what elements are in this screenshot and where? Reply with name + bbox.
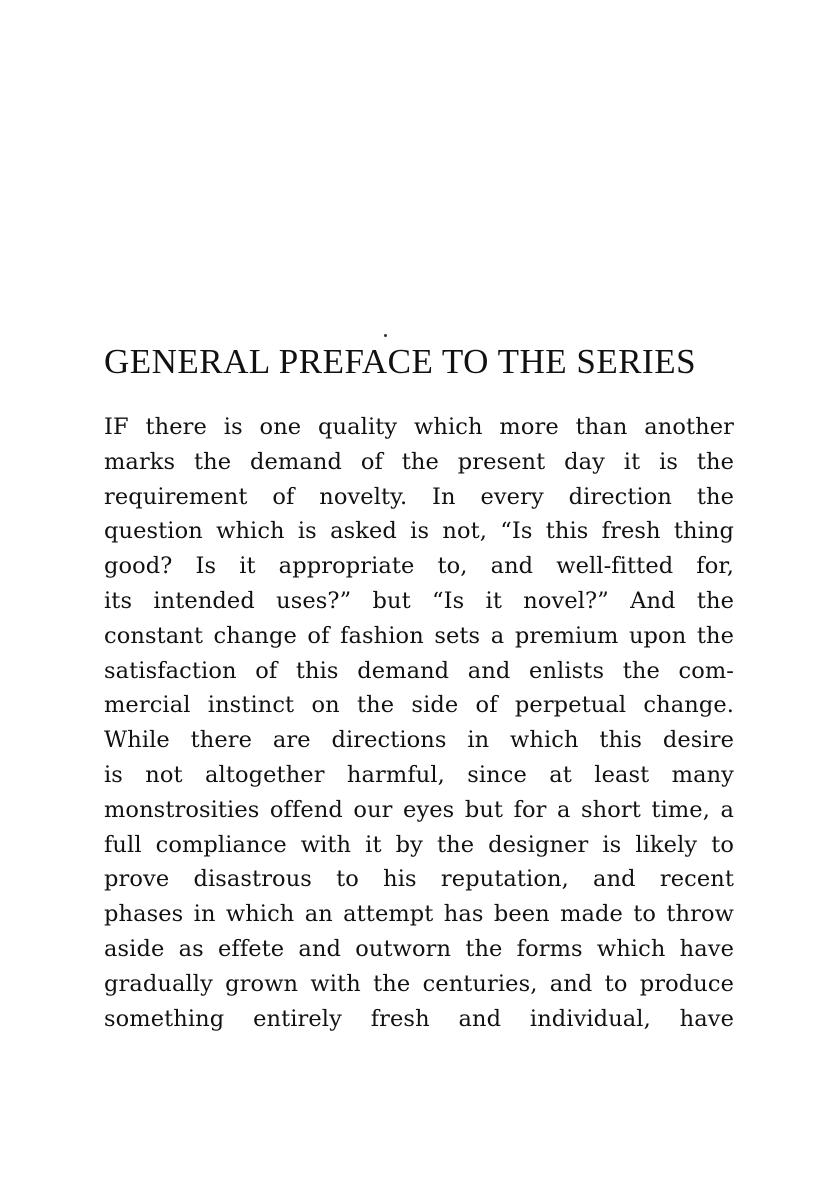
text-line: is not altogether harmful, since at least many (104, 761, 734, 788)
preface-body (104, 410, 734, 1036)
text-line: something entirely fresh and individual, have (104, 1005, 734, 1032)
text-line: marks the demand of the present day it is the (104, 448, 734, 475)
text-line: aside as effete and outworn the forms which have (104, 935, 734, 962)
page-heading: GENERAL PREFACE TO THE SERIES (104, 342, 697, 381)
text-line: good? Is it appropriate to, and well-fitted for, (104, 553, 734, 580)
text-line: its intended uses?” but “Is it novel?” And the (104, 587, 734, 614)
text-line: gradually grown with the centuries, and to produce (104, 970, 734, 997)
text-line: IF there is one quality which more than another (104, 414, 734, 440)
text-line: constant change of fashion sets a premium upon the (104, 622, 734, 649)
text-line: mercial instinct on the side of perpetual change. (104, 692, 734, 719)
text-line: While there are directions in which this desire (104, 727, 734, 754)
text-line: satisfaction of this demand and enlists the com- (104, 657, 734, 684)
text-line: phases in which an attempt has been made to throw (104, 901, 734, 928)
text-line: monstrosities offend our eyes but for a short time, a (104, 796, 734, 823)
text-line: requirement of novelty. In every direction the (104, 483, 734, 510)
print-speck (384, 334, 387, 337)
text-line: question which is asked is not, “Is this fresh thing (104, 518, 734, 545)
text-line: full compliance with it by the designer is likely to (104, 831, 734, 858)
text-line: prove disastrous to his reputation, and recent (104, 866, 734, 893)
